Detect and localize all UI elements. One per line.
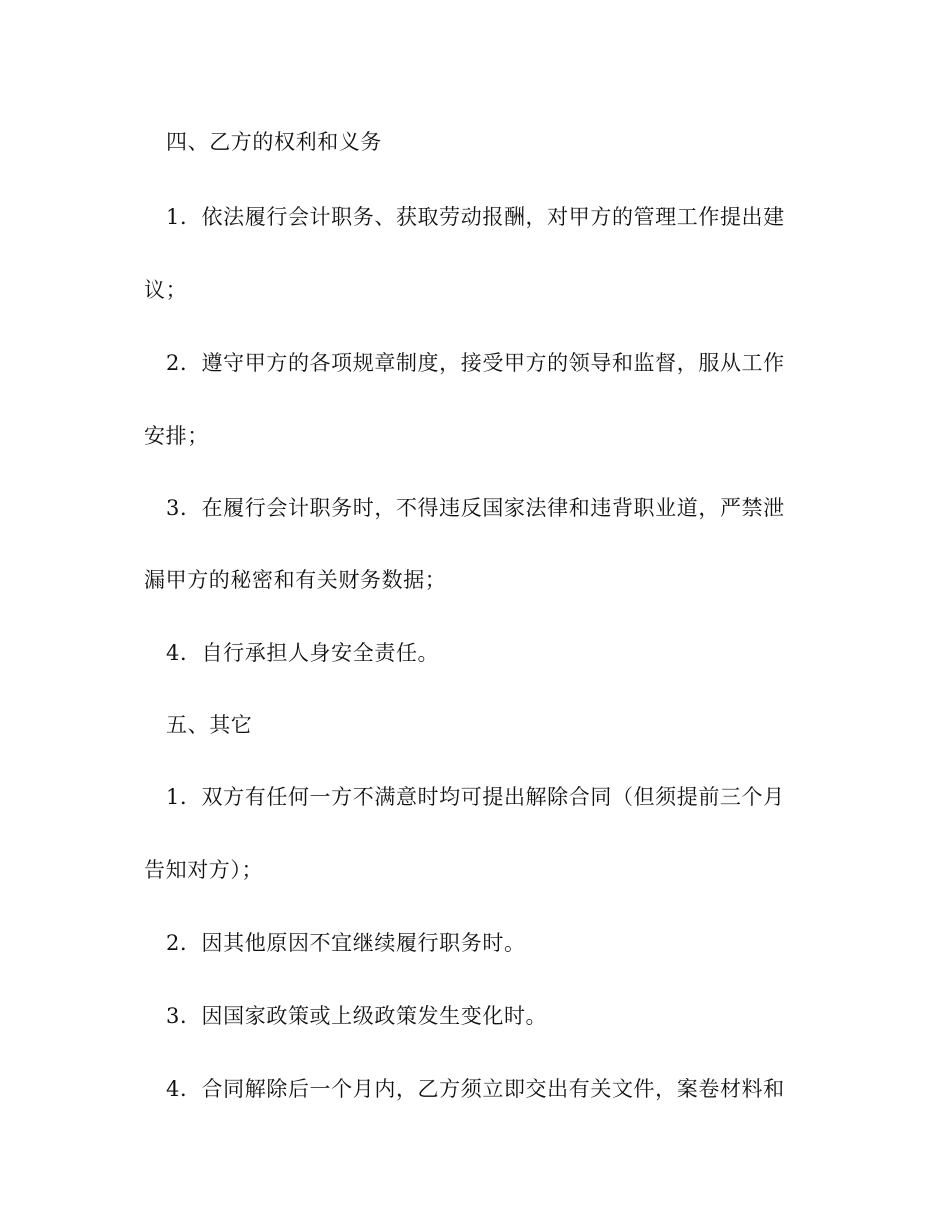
section-four-item-4-line-1: 4．自行承担人身安全责任。 [166, 641, 440, 665]
section-five-item-4-line-1: 4．合同解除后一个月内，乙方须立即交出有关文件，案卷材料和 [166, 1077, 785, 1101]
section-five-item-1-line-1: 1．双方有任何一方不满意时均可提出解除合同（但须提前三个月 [166, 785, 785, 809]
section-heading-other: 五、其它 [166, 713, 253, 737]
section-four-item-1-line-1: 1．依法履行会计职务、获取劳动报酬，对甲方的管理工作提出建 [166, 205, 785, 229]
section-four-item-2-line-2: 安排； [144, 424, 209, 448]
section-four-item-3-line-1: 3．在履行会计职务时，不得违反国家法律和违背职业道，严禁泄 [166, 496, 785, 520]
section-four-item-1-line-2: 议； [144, 278, 188, 302]
section-five-item-1-line-2: 告知对方）； [144, 858, 264, 882]
section-four-item-3-line-2: 漏甲方的秘密和有关财务数据； [144, 568, 447, 592]
section-five-item-2-line-1: 2．因其他原因不宜继续履行职务时。 [166, 931, 526, 955]
section-heading-rights-obligations: 四、乙方的权利和义务 [166, 130, 382, 154]
section-five-item-3-line-1: 3．因国家政策或上级政策发生变化时。 [166, 1004, 548, 1028]
section-four-item-2-line-1: 2．遵守甲方的各项规章制度，接受甲方的领导和监督，服从工作 [166, 351, 785, 375]
